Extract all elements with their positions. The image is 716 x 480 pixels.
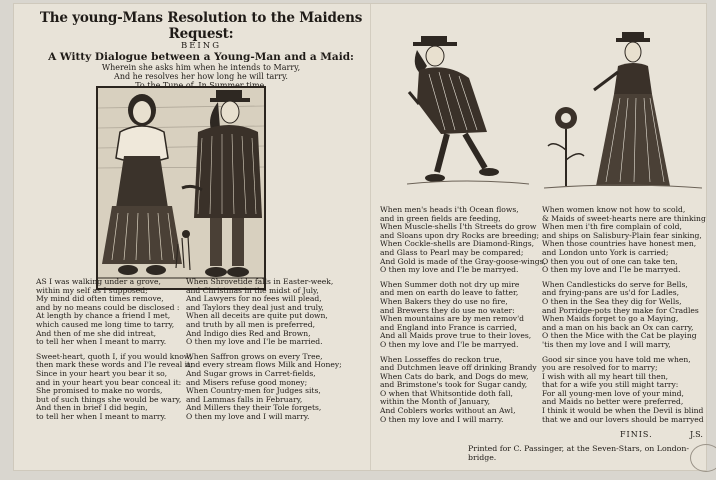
stanza bbox=[186, 353, 362, 422]
verse-line: and Misers refuse good money; bbox=[186, 377, 308, 387]
verse-line: When men i'th fire complain of cold, bbox=[542, 222, 682, 232]
verse-line: And Millers they their Tole forgets, bbox=[186, 403, 322, 413]
initials-label: J.S. bbox=[690, 430, 703, 439]
verse-line: And Gold is made of the Gray-goose-wings, bbox=[380, 256, 546, 266]
verse-line: and in green fields are feeding, bbox=[380, 213, 501, 223]
refrain-line: O then my love and I will marry. bbox=[380, 414, 504, 424]
refrain-line: O then my love and I'le be marryed. bbox=[542, 265, 681, 275]
verse-line: O when that Whitsontide doth fall, bbox=[380, 388, 513, 398]
verse-line: And all Maids prove true to their loves, bbox=[380, 331, 532, 341]
verse-line: and by no means could be disclosed : bbox=[36, 302, 180, 312]
verse-line: When Maids forget to go a Maying, bbox=[542, 314, 679, 324]
verse-column-2 bbox=[186, 278, 362, 428]
verse-line: Sweet-heart, quoth I, if you would know, bbox=[36, 351, 192, 361]
verse-line: Good sir since you have told me when, bbox=[542, 354, 691, 364]
verse-line: which caused me long time to tarry, bbox=[36, 319, 175, 329]
verse-line: When Bakers they do use no fire, bbox=[380, 296, 508, 306]
verse-line: O then you out of one can take ten, bbox=[542, 256, 678, 266]
verse-line: When men's heads i'th Ocean flows, bbox=[380, 205, 519, 214]
verse-line: and men on earth do leave to fatter, bbox=[380, 288, 519, 298]
verse-line: Since in your heart you bear it so, bbox=[36, 368, 168, 378]
verse-line: within my self as I supposed; bbox=[36, 285, 148, 295]
verse-line: and Sloans upon dry Rocks are breeding; bbox=[380, 230, 540, 240]
verse-line: O then the Mice with the Cat be playing bbox=[542, 331, 697, 341]
verse-line: but of such things she would be wary, bbox=[36, 394, 182, 404]
verse-line: and every stream flows Milk and Honey; bbox=[186, 360, 342, 370]
verse-line: and Taylors they deal just and truly, bbox=[186, 302, 324, 312]
verse-line: And then of me she did intreat, bbox=[36, 328, 157, 338]
verse-line: And Indigo dies Red and Brown, bbox=[186, 328, 311, 338]
verse-line: When all deceits are quite put down, bbox=[186, 311, 328, 321]
verse-line: and truth by all men is preferred, bbox=[186, 319, 316, 329]
verse-line: When Country-men for Judges sits, bbox=[186, 386, 321, 396]
verse-line: and England into France is carried, bbox=[380, 322, 517, 332]
verse-line: When Candlesticks do serve for Bells, bbox=[542, 279, 688, 289]
woodcut-man-image bbox=[407, 22, 529, 194]
stanza bbox=[542, 356, 712, 425]
imprint-line: Printed for C. Passinger, at the Seven-Stars, on London-bridge. bbox=[468, 444, 690, 462]
verse-line: And Sugar grows in Carret-fields, bbox=[186, 368, 316, 378]
fold-line bbox=[370, 4, 371, 470]
verse-line: And Coblers works without an Awl, bbox=[380, 406, 516, 416]
verse-line: and frying-pans are us'd for Ladles, bbox=[542, 288, 680, 298]
verse-line: I wish with all my heart till then, bbox=[542, 371, 669, 381]
verse-column-4 bbox=[542, 206, 712, 430]
verse-line: And then in brief I did begin, bbox=[36, 403, 148, 413]
verse-line: O then in the Sea they dig for Wells, bbox=[542, 296, 682, 306]
stanza bbox=[186, 278, 362, 347]
stanza bbox=[36, 353, 196, 422]
stanza bbox=[542, 206, 712, 275]
stanza bbox=[542, 281, 712, 350]
verse-line: and Brimstone's took for Sugar candy, bbox=[380, 380, 528, 390]
verse-column-3 bbox=[380, 206, 556, 430]
verse-line: and Maids no better were preferred, bbox=[542, 397, 684, 407]
verse-line: At length by chance a friend I met, bbox=[36, 311, 171, 321]
verse-line: AS I was walking under a grove, bbox=[36, 277, 161, 286]
refrain-line: O then my love and I will marry. bbox=[186, 411, 310, 421]
being-label: BEING bbox=[180, 41, 222, 51]
woodcut-lady-image bbox=[544, 22, 702, 194]
verse-line: And Lawyers for no fees will plead, bbox=[186, 294, 322, 304]
verse-line: and Christmas in the midst of July, bbox=[186, 285, 319, 295]
verse-line: and ships on Salisbury-Plain fear sinking, bbox=[542, 230, 702, 240]
ballad-title: The young-Mans Resolution to the Maidens Request: bbox=[39, 10, 363, 42]
verse-line: When mountains are by men remov'd bbox=[380, 314, 525, 324]
woodcut-couple-image bbox=[96, 86, 266, 290]
verse-line: and Glass to Pearl may be compared; bbox=[380, 247, 524, 257]
verse-line: and in your heart you bear conceal it: bbox=[36, 377, 182, 387]
description-line-2: And he resolves her how long he will tarry. bbox=[114, 72, 288, 81]
verse-line: then mark these words and I'le reveal it; bbox=[36, 360, 193, 370]
stanza bbox=[380, 356, 556, 425]
verse-line: When Saffron grows on every Tree, bbox=[186, 351, 323, 361]
verse-line: that for a wife you still might tarry: bbox=[542, 380, 679, 390]
verse-line: My mind did often times remove, bbox=[36, 294, 164, 304]
verse-line: When Losseffes do reckon true, bbox=[380, 354, 502, 364]
refrain-line: O then my love and I'le be married. bbox=[186, 337, 323, 347]
verse-line: within the Month of January, bbox=[380, 397, 491, 407]
stanza bbox=[380, 206, 556, 275]
verse-line: I think it would be when the Devil is blind bbox=[542, 406, 704, 416]
refrain-line: to tell her when I meant to marry. bbox=[36, 337, 167, 347]
refrain-line: to tell her when I meant to marry. bbox=[36, 411, 167, 421]
refrain-line: 'tis then my love and I will marry, bbox=[542, 339, 671, 349]
refrain-line: that we and our lovers should be marryed bbox=[542, 414, 704, 424]
verse-line: & Maids of sweet-hearts nere are thinking bbox=[542, 213, 706, 223]
refrain-line: O then my love and I'le be marryed. bbox=[380, 339, 519, 349]
verse-line: When women know not how to scold, bbox=[542, 205, 686, 214]
verse-line: and a man on his back an Ox can carry, bbox=[542, 322, 694, 332]
verse-line: and Porridge-pots they make for Cradles bbox=[542, 305, 699, 315]
stanza bbox=[36, 278, 196, 347]
refrain-line: O then my love and I'le be marryed. bbox=[380, 265, 519, 275]
verse-line: and Lammas falls in February, bbox=[186, 394, 303, 404]
ballad-subtitle: A Witty Dialogue between a Young-Man and a Maid: bbox=[48, 51, 354, 63]
verse-line: and Dutchmen leave off drinking Brandy bbox=[380, 363, 537, 373]
verse-line: She promised to make no words, bbox=[36, 386, 163, 396]
verse-line: For all young-men love of your mind, bbox=[542, 388, 684, 398]
verse-line: When Cats do bark, and Dogs do mew, bbox=[380, 371, 529, 381]
verse-line: you are resolved for to marry; bbox=[542, 363, 658, 373]
verse-column-1 bbox=[36, 278, 196, 428]
verse-line: When Shrovetide falls in Easter-week, bbox=[186, 277, 334, 286]
stanza bbox=[380, 281, 556, 350]
verse-line: When those countries have honest men, bbox=[542, 239, 697, 249]
library-stamp-icon bbox=[690, 444, 716, 472]
verse-line: When Cockle-shells are Diamond-Rings, bbox=[380, 239, 535, 249]
description-line-1: Wherein she asks him when he intends to Marry, bbox=[101, 63, 301, 72]
broadside-sheet bbox=[14, 4, 706, 470]
title-block bbox=[36, 10, 366, 90]
verse-line: When Muscle-shells I'th Streets do grow bbox=[380, 222, 537, 232]
verse-line: and London unto York is carried; bbox=[542, 247, 669, 257]
verse-line: and Brewers they do use no water: bbox=[380, 305, 515, 315]
finis-label: FINIS. bbox=[620, 430, 653, 439]
verse-line: When Summer doth not dry up mire bbox=[380, 279, 520, 289]
